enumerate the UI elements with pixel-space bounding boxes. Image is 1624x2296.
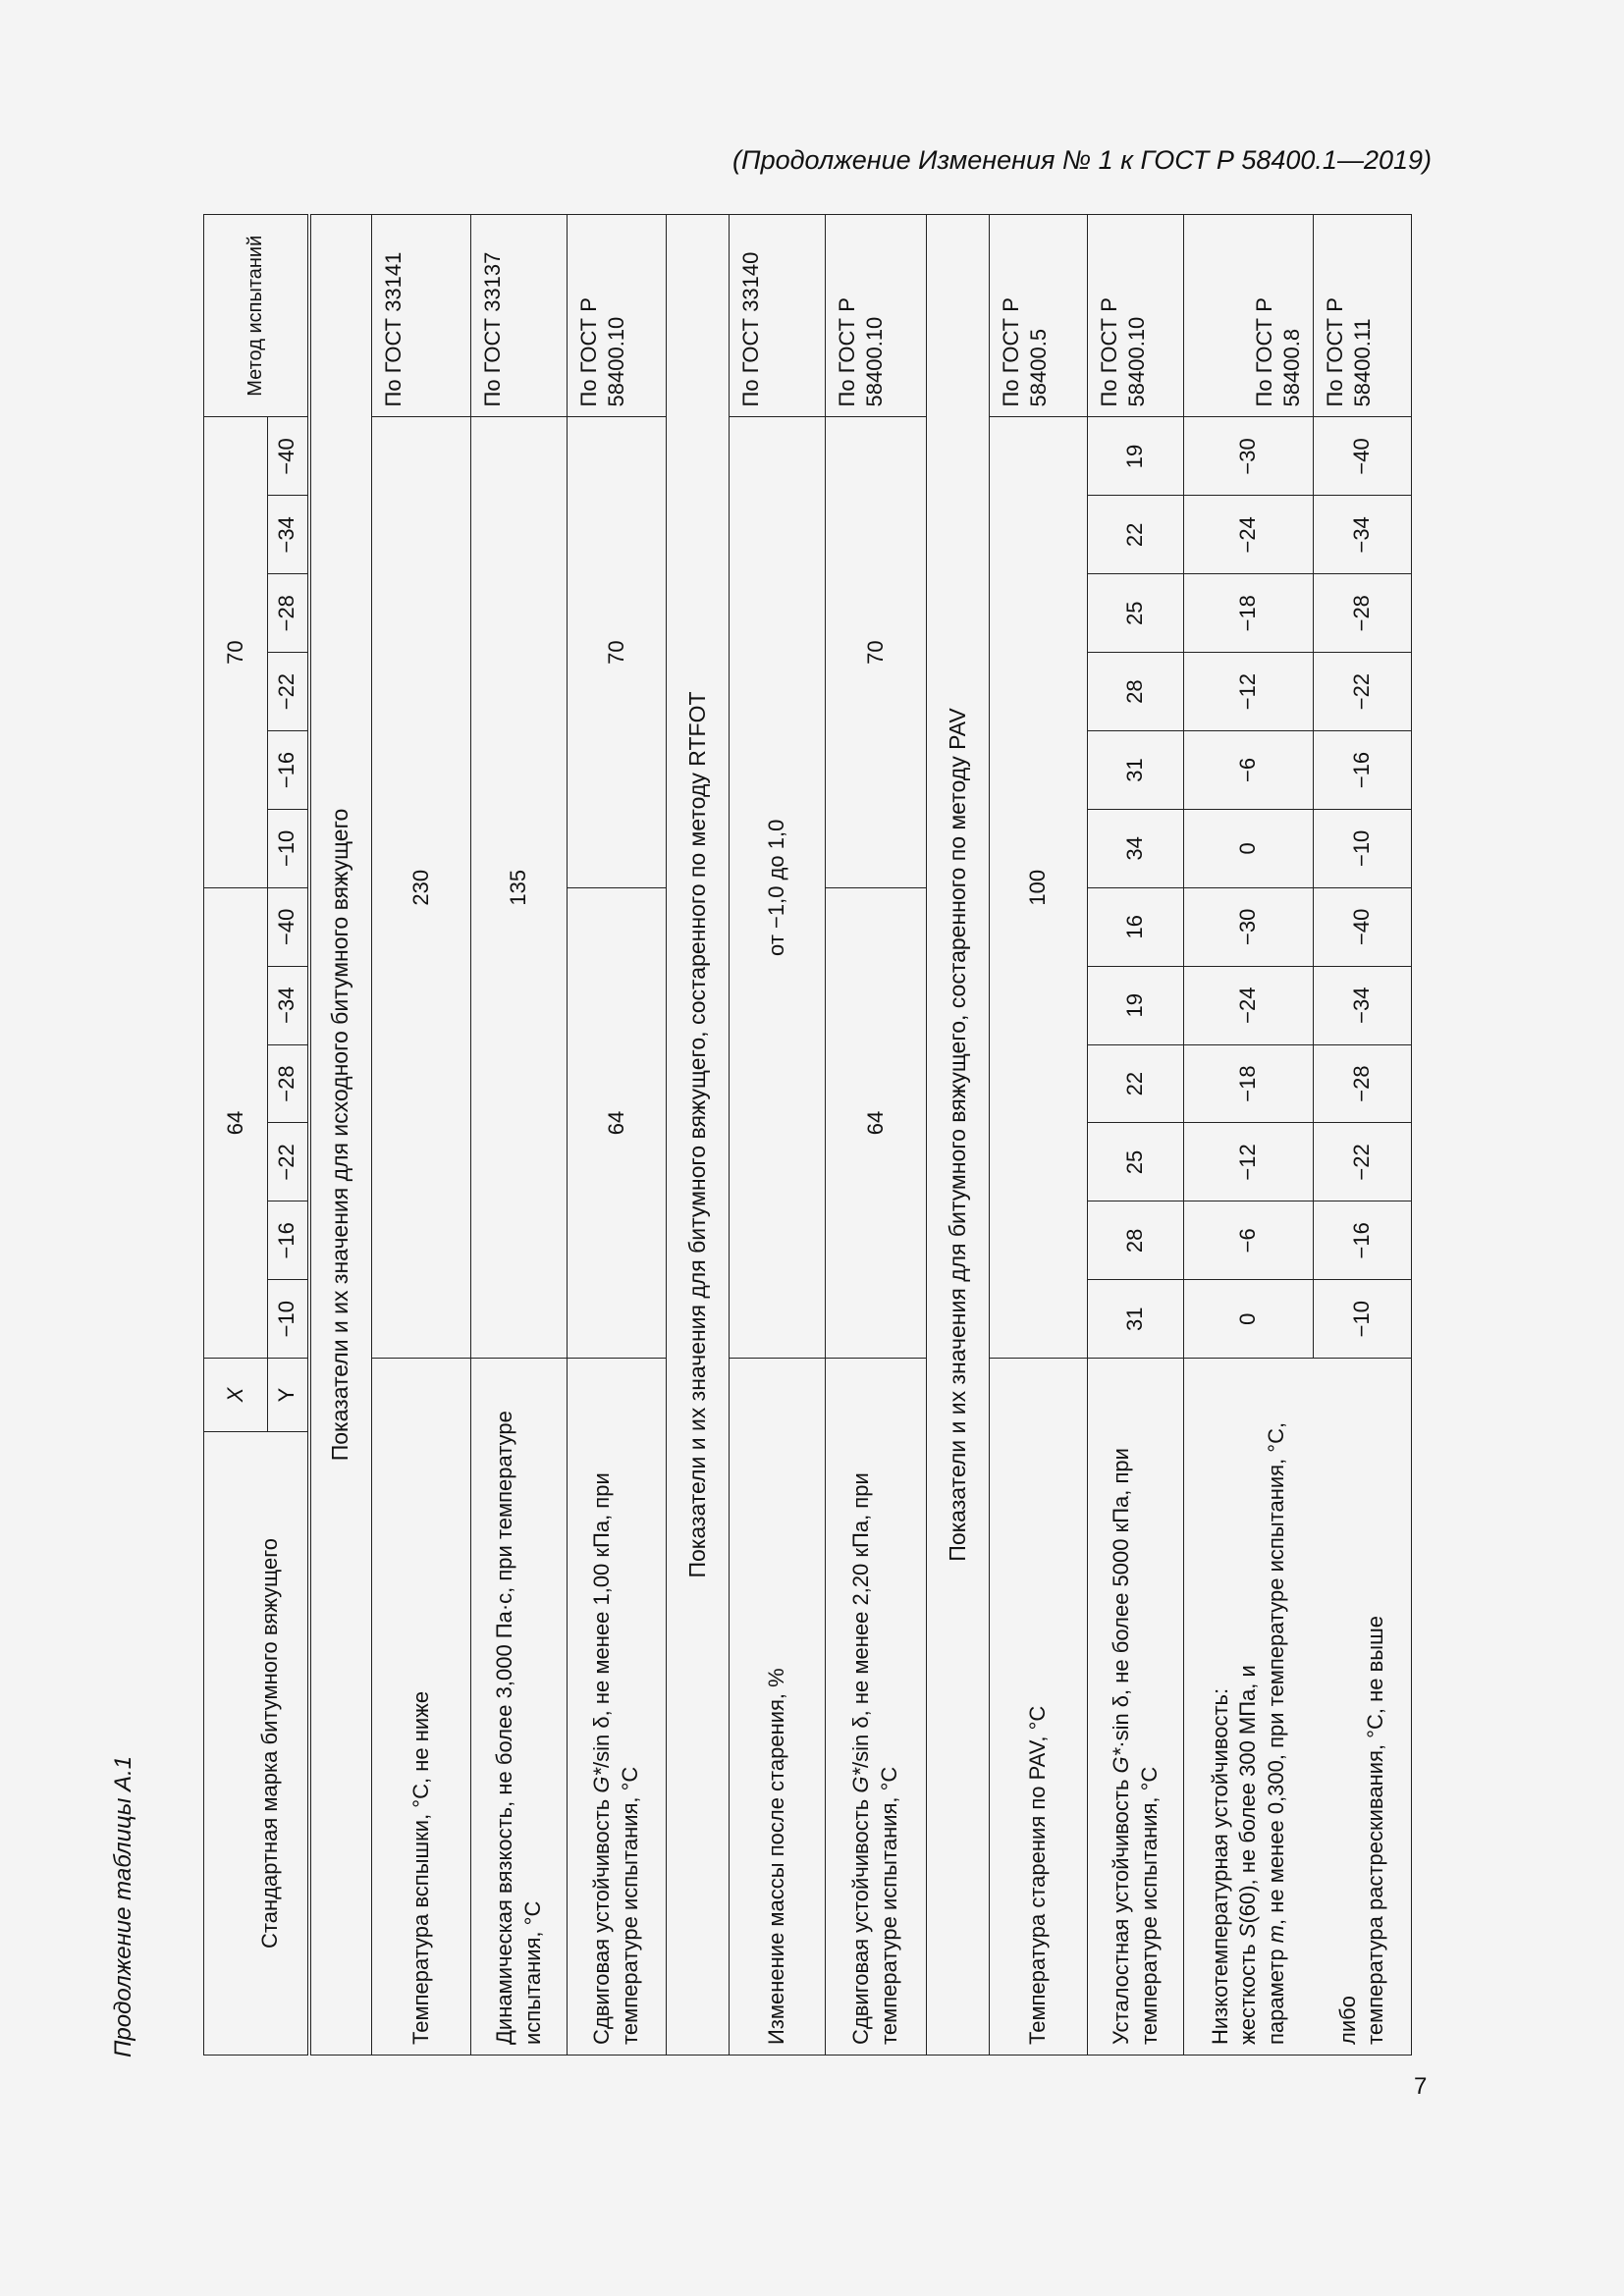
- fatigue-value: 16: [1088, 887, 1184, 966]
- fatigue-value: 31: [1088, 1280, 1184, 1359]
- shear-original-64: 64: [568, 887, 667, 1358]
- pav-temp-label: Температура старения по PAV, °С: [990, 1359, 1088, 2056]
- mass-change-method: По ГОСТ 33140: [730, 215, 826, 417]
- low-temp-line2-s: S: [1235, 1923, 1261, 1939]
- fatigue-label-a: Усталостная устойчивость: [1108, 1773, 1133, 2045]
- group-70-header: 70: [204, 417, 268, 887]
- cracking-value: −40: [1314, 417, 1412, 496]
- low-temp-line1: Низкотемпературная устойчивость:: [1207, 1687, 1232, 2045]
- flash-point-label: Температура вспышки, °С, не ниже: [372, 1359, 471, 2056]
- shear-original-label-a: Сдвиговая устойчивость: [589, 1792, 615, 2045]
- low-temp-value: −24: [1184, 496, 1314, 574]
- section-row-original: [309, 215, 372, 2056]
- shear-original-label-g: G*: [589, 1767, 615, 1793]
- cracking-value: −22: [1314, 653, 1412, 731]
- fatigue-value: 31: [1088, 731, 1184, 810]
- y-70-2: −16: [268, 731, 309, 810]
- low-temp-value: −6: [1184, 1201, 1314, 1280]
- row-flash-point: [372, 215, 471, 2056]
- fatigue-value: 22: [1088, 496, 1184, 574]
- x-label: X: [222, 1387, 247, 1403]
- shear-rtfot-label-g: G*: [848, 1767, 874, 1793]
- row-mass-change: [730, 215, 826, 2056]
- cracking-value: −16: [1314, 1201, 1412, 1280]
- viscosity-method: По ГОСТ 33137: [471, 215, 568, 417]
- shear-original-label-b: /sin δ, не менее 1,00 кПа, при температуре испытания, °С: [589, 1472, 642, 2045]
- low-temp-value: 0: [1184, 809, 1314, 887]
- row-pav-temp: [990, 215, 1088, 2056]
- shear-original-label: [568, 1359, 667, 2056]
- row-shear-rtfot: [826, 215, 927, 2056]
- shear-rtfot-70: 70: [826, 417, 927, 887]
- low-temp-line3: [1263, 1368, 1291, 2045]
- low-temp-line2-b: (60), не более 300 МПа, и: [1235, 1665, 1261, 1924]
- y-64-2: −16: [268, 1201, 309, 1280]
- low-temp-value: −24: [1184, 966, 1314, 1044]
- shear-rtfot-label: [826, 1359, 927, 2056]
- flash-point-value: 230: [372, 417, 471, 1359]
- low-temp-value: −6: [1184, 731, 1314, 810]
- mass-change-label: Изменение массы после старения, %: [730, 1359, 826, 2056]
- y-70-1: −10: [268, 809, 309, 887]
- rotated-table-container: [203, 214, 1412, 2056]
- row-shear-original: [568, 215, 667, 2056]
- fatigue-value: 19: [1088, 966, 1184, 1044]
- pav-temp-value: 100: [990, 417, 1088, 1359]
- section-row-pav: [927, 215, 990, 2056]
- fatigue-label-g: G*: [1108, 1747, 1133, 1774]
- cracking-line1: либо: [1334, 1996, 1360, 2045]
- section-original-label: Показатели и их значения для исходного битумного вяжущего: [309, 215, 372, 2056]
- cracking-value: −34: [1314, 496, 1412, 574]
- shear-rtfot-64: 64: [826, 887, 927, 1358]
- low-temp-value: −30: [1184, 417, 1314, 496]
- section-row-rtfot: [667, 215, 730, 2056]
- fatigue-value: 25: [1088, 574, 1184, 653]
- fatigue-value: 28: [1088, 1201, 1184, 1280]
- row-low-temp: [1184, 215, 1314, 2056]
- cracking-value: −28: [1314, 1044, 1412, 1123]
- cracking-value: −40: [1314, 887, 1412, 966]
- cracking-value: −16: [1314, 731, 1412, 810]
- low-temp-label: [1184, 1359, 1314, 2056]
- fatigue-label: [1088, 1359, 1184, 2056]
- page-number: 7: [1414, 2073, 1428, 2100]
- low-temp-line2-a: жесткость: [1235, 1938, 1261, 2045]
- cracking-method: По ГОСТ Р 58400.11: [1314, 215, 1412, 417]
- low-temp-value: −18: [1184, 1044, 1314, 1123]
- cracking-line2: температура растрескивания, °С, не выше: [1363, 1616, 1388, 2045]
- low-temp-value: −18: [1184, 574, 1314, 653]
- fatigue-value: 34: [1088, 809, 1184, 887]
- cracking-value: −10: [1314, 809, 1412, 887]
- section-pav-label: Показатели и их значения для битумного вяжущего, состаренного по методу PAV: [927, 215, 990, 2056]
- group-64-header: 64: [204, 887, 268, 1358]
- y-64-1: −10: [268, 1280, 309, 1359]
- cracking-label: [1314, 1359, 1412, 2056]
- y-64-6: −40: [268, 887, 309, 966]
- low-temp-line3-m: m: [1264, 1924, 1289, 1944]
- y-label: Y: [268, 1359, 309, 1432]
- viscosity-label: Динамическая вязкость, не более 3,000 Па·с, при температуре испытания, °С: [471, 1359, 568, 2056]
- shear-rtfot-label-b: /sin δ, не менее 2,20 кПа, при температуре испытания, °С: [848, 1472, 901, 2045]
- shear-rtfot-label-a: Сдвиговая устойчивость: [848, 1792, 874, 2045]
- section-rtfot-label: Показатели и их значения для битумного вяжущего, состаренного по методу RTFOT: [667, 215, 730, 2056]
- grade-header: [204, 1431, 309, 2055]
- grade-label: Стандартная марка битумного вяжущего: [256, 1537, 282, 1949]
- bitumen-grade-table: [203, 214, 1412, 2056]
- low-temp-line2: [1234, 1368, 1263, 2045]
- viscosity-value: 135: [471, 417, 568, 1359]
- low-temp-value: 0: [1184, 1280, 1314, 1359]
- table-caption: Продолжение таблицы А.1: [110, 1755, 136, 2057]
- document-header: (Продолжение Изменения № 1 к ГОСТ Р 58400.1—2019): [732, 145, 1432, 175]
- fatigue-method: По ГОСТ Р 58400.10: [1088, 215, 1184, 417]
- low-temp-value: −12: [1184, 1123, 1314, 1201]
- low-temp-method: По ГОСТ Р 58400.8: [1184, 215, 1314, 417]
- shear-original-70: 70: [568, 417, 667, 887]
- pav-temp-method: По ГОСТ Р 58400.5: [990, 215, 1088, 417]
- cracking-value: −22: [1314, 1123, 1412, 1201]
- cracking-value: −28: [1314, 574, 1412, 653]
- method-header: Метод испытаний: [204, 215, 309, 417]
- y-70-3: −22: [268, 653, 309, 731]
- shear-rtfot-method: По ГОСТ Р 58400.10: [826, 215, 927, 417]
- low-temp-line3-a: параметр: [1264, 1943, 1289, 2045]
- y-70-5: −34: [268, 496, 309, 574]
- low-temp-line3-b: , не менее 0,300, при температуре испытания, °С,: [1264, 1421, 1289, 1925]
- y-70-6: −40: [268, 417, 309, 496]
- fatigue-value: 22: [1088, 1044, 1184, 1123]
- header-row-1: [204, 215, 268, 2056]
- row-cracking: [1314, 215, 1412, 2056]
- fatigue-value: 28: [1088, 653, 1184, 731]
- y-64-5: −34: [268, 966, 309, 1044]
- row-viscosity: [471, 215, 568, 2056]
- fatigue-value: 25: [1088, 1123, 1184, 1201]
- low-temp-value: −12: [1184, 653, 1314, 731]
- flash-point-method: По ГОСТ 33141: [372, 215, 471, 417]
- fatigue-value: 19: [1088, 417, 1184, 496]
- cracking-value: −34: [1314, 966, 1412, 1044]
- y-70-4: −28: [268, 574, 309, 653]
- shear-original-method: По ГОСТ Р 58400.10: [568, 215, 667, 417]
- y-64-4: −28: [268, 1044, 309, 1123]
- pg-x-cell: [204, 1359, 268, 1432]
- cracking-value: −10: [1314, 1280, 1412, 1359]
- row-fatigue: [1088, 215, 1184, 2056]
- y-64-3: −22: [268, 1123, 309, 1201]
- fatigue-label-b: ·sin δ, не более 5000 кПа, при температуре испытания, °С: [1108, 1448, 1162, 2045]
- mass-change-value: от −1,0 до 1,0: [730, 417, 826, 1359]
- low-temp-value: −30: [1184, 887, 1314, 966]
